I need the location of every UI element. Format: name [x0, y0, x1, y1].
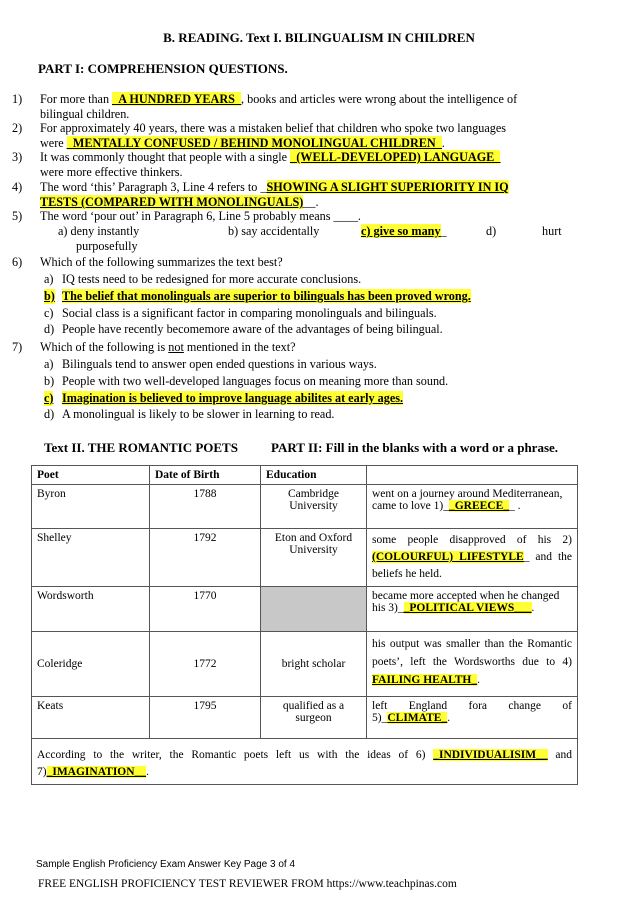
question-text: The word ‘pour out’ in Paragraph 6, Line 5 probably means ____. [40, 209, 361, 223]
option-d-text: hurt [542, 224, 562, 238]
fact-text: his output was smaller than the Romantic poets’, left the Wordsworths due to 4) [372, 638, 572, 668]
column-header: Poet [32, 466, 150, 485]
education-cell: Eton and Oxford University [261, 529, 367, 587]
dob-cell: 1770 [150, 587, 261, 632]
option-letter: d) [44, 322, 55, 336]
document-title: B. READING. Text I. BILINGUALISM IN CHILDREN [163, 30, 475, 45]
option-text: Imagination is believed to improve language abilites at early ages. [62, 391, 404, 405]
text2-heading: Text II. THE ROMANTIC POETS [44, 440, 238, 455]
option-text: Bilinguals tend to answer open ended questions in various ways. [62, 357, 377, 371]
fact-cell [367, 697, 578, 739]
table-row [32, 485, 578, 529]
summary-text: and 7) [37, 749, 572, 778]
option-b: b) say accidentally [228, 224, 320, 238]
fact-cell [367, 632, 578, 697]
option-letter: a) [44, 272, 54, 286]
question-4 [12, 180, 580, 210]
dob-cell: 1792 [150, 529, 261, 587]
poet-cell: Byron [32, 485, 150, 529]
answer-highlight: _MENTALLY CONFUSED / BEHIND MONOLINGUAL CHILDREN_ [66, 136, 442, 150]
q7-option-c [44, 391, 404, 406]
dob-cell: 1772 [150, 632, 261, 697]
question-2 [12, 121, 580, 151]
poet-cell: Coleridge [32, 632, 150, 697]
question-text: Which of the following summarizes the text best? [40, 255, 283, 269]
dob-cell: 1788 [150, 485, 261, 529]
table-row [32, 587, 578, 632]
answer-highlight: SHOWING A SLIGHT SUPERIORITY IN IQ [266, 180, 509, 194]
question-number: 3) [12, 150, 23, 164]
question-text: were more effective thinkers. [40, 165, 183, 179]
q6-option-c [44, 306, 437, 321]
answer-highlight: _IMAGINATION__ [46, 766, 147, 778]
option-text: IQ tests need to be redesigned for more accurate conclusions. [62, 272, 362, 286]
fact-text: _ . [509, 500, 521, 512]
column-header: Date of Birth [150, 466, 261, 485]
option-letter: c) [44, 391, 54, 405]
source-footer: FREE ENGLISH PROFICIENCY TEST REVIEWER FROM https://www.teachpinas.com [38, 878, 457, 890]
answer-highlight: _POLITICAL VIEWS___ [403, 602, 532, 614]
poet-cell: Wordsworth [32, 587, 150, 632]
question-text: Which of the following is [40, 340, 169, 354]
question-emphasis: not [168, 340, 184, 354]
question-text: For more than [40, 92, 113, 106]
option-c [361, 224, 447, 239]
question-text: For approximately 40 years, there was a mistaken belief that children who spoke two languages [40, 121, 507, 135]
q6-option-d [44, 322, 443, 337]
fact-text: . [447, 712, 451, 724]
column-header: Education [261, 466, 367, 485]
question-text: It was commonly thought that people with a single [40, 150, 291, 164]
option-letter: b) [44, 374, 55, 388]
question-text: , books and articles were wrong about the intelligence of [241, 92, 518, 106]
option-text: People have recently becomemore aware of the advantages of being bilingual. [62, 322, 443, 336]
q7-option-a [44, 357, 377, 372]
page-footer: Sample English Proficiency Exam Answer Key Page 3 of 4 [36, 859, 296, 870]
option-text: People with two well-developed languages focus on meaning more than sound. [62, 374, 449, 388]
summary-text: . [146, 766, 149, 778]
answer-highlight: _GREECE_ [448, 500, 510, 512]
option-letter: a) [44, 357, 54, 371]
fact-cell [367, 485, 578, 529]
answer-highlight: (COLOURFUL) LIFESTYLE [372, 551, 524, 563]
poets-table [31, 465, 578, 785]
option-a: a) deny instantly [58, 224, 140, 238]
table-row [32, 529, 578, 587]
option-letter: b) [44, 289, 55, 303]
part2-heading: PART II: Fill in the blanks with a word or a phrase. [271, 440, 559, 455]
table-row [32, 697, 578, 739]
table-row [32, 632, 578, 697]
question-5 [12, 209, 580, 224]
summary-cell [32, 739, 578, 785]
option-text: The belief that monolinguals are superior to bilinguals has been proved wrong. [62, 289, 471, 303]
q7-option-d [44, 407, 335, 422]
poet-cell: Shelley [32, 529, 150, 587]
question-text: __. [303, 195, 319, 209]
question-number: 1) [12, 92, 23, 106]
q6-option-b [44, 289, 471, 304]
fact-text: _ and the beliefs he held. [372, 551, 572, 580]
answer-highlight: CLIMATE_ [387, 712, 448, 724]
question-number: 7) [12, 340, 23, 354]
question-number: 2) [12, 121, 23, 135]
option-letter: d) [44, 407, 55, 421]
answer-highlight: TESTS (COMPARED WITH MONOLINGUALS) [40, 195, 304, 209]
fact-cell [367, 587, 578, 632]
education-cell-shaded [261, 587, 367, 632]
fact-cell [367, 529, 578, 587]
table-header-row [32, 466, 578, 485]
fact-text: some people disapproved of his 2) [372, 534, 572, 546]
option-letter: c) [44, 306, 54, 320]
poet-cell: Keats [32, 697, 150, 739]
answer-highlight: _INDIVIDUALISIM__ [433, 749, 548, 761]
question-text: bilingual children. [40, 107, 130, 121]
education-cell: Cambridge University [261, 485, 367, 529]
question-text: were [40, 136, 67, 150]
question-text: . [441, 136, 445, 150]
answer-highlight: _A HUNDRED YEARS_ [112, 92, 241, 106]
option-tail: _ [440, 224, 447, 238]
q7-option-b [44, 374, 449, 389]
option-text: Social class is a significant factor in comparing monolinguals and bilinguals. [62, 306, 437, 320]
question-text: The word ‘this’ Paragraph 3, Line 4 refers to _ [40, 180, 267, 194]
option-a-cont: purposefully [76, 239, 138, 253]
part1-heading: PART I: COMPREHENSION QUESTIONS. [38, 61, 288, 76]
education-cell: bright scholar [261, 632, 367, 697]
fact-text: became more accepted when he changed his 3)_ [372, 590, 560, 614]
answer-highlight: _(WELL-DEVELOPED) LANGUAGE_ [290, 150, 501, 164]
answer-highlight: FAILING HEALTH_ [372, 674, 478, 686]
option-text: A monolingual is likely to be slower in learning to read. [62, 407, 335, 421]
question-text: mentioned in the text? [183, 340, 296, 354]
fact-text: left England fora change of 5)_ [372, 700, 572, 724]
education-cell: qualified as a surgeon [261, 697, 367, 739]
dob-cell: 1795 [150, 697, 261, 739]
question-1 [12, 92, 580, 122]
fact-text: went on a journey around Mediterranean, came to love 1)_ [372, 488, 563, 512]
column-header [367, 466, 578, 485]
answer-highlight: c) give so many [361, 224, 441, 238]
question-7 [12, 340, 580, 355]
question-number: 5) [12, 209, 23, 223]
question-number: 4) [12, 180, 23, 194]
question-number: 6) [12, 255, 23, 269]
summary-text: According to the writer, the Romantic poets left us with the ideas of 6) [37, 749, 434, 761]
fact-text: . [477, 674, 480, 686]
q6-option-a [44, 272, 362, 287]
table-footer-row [32, 739, 578, 785]
option-d: d) [486, 224, 497, 238]
question-3 [12, 150, 580, 180]
question-6 [12, 255, 580, 270]
fact-text: . [531, 602, 535, 614]
